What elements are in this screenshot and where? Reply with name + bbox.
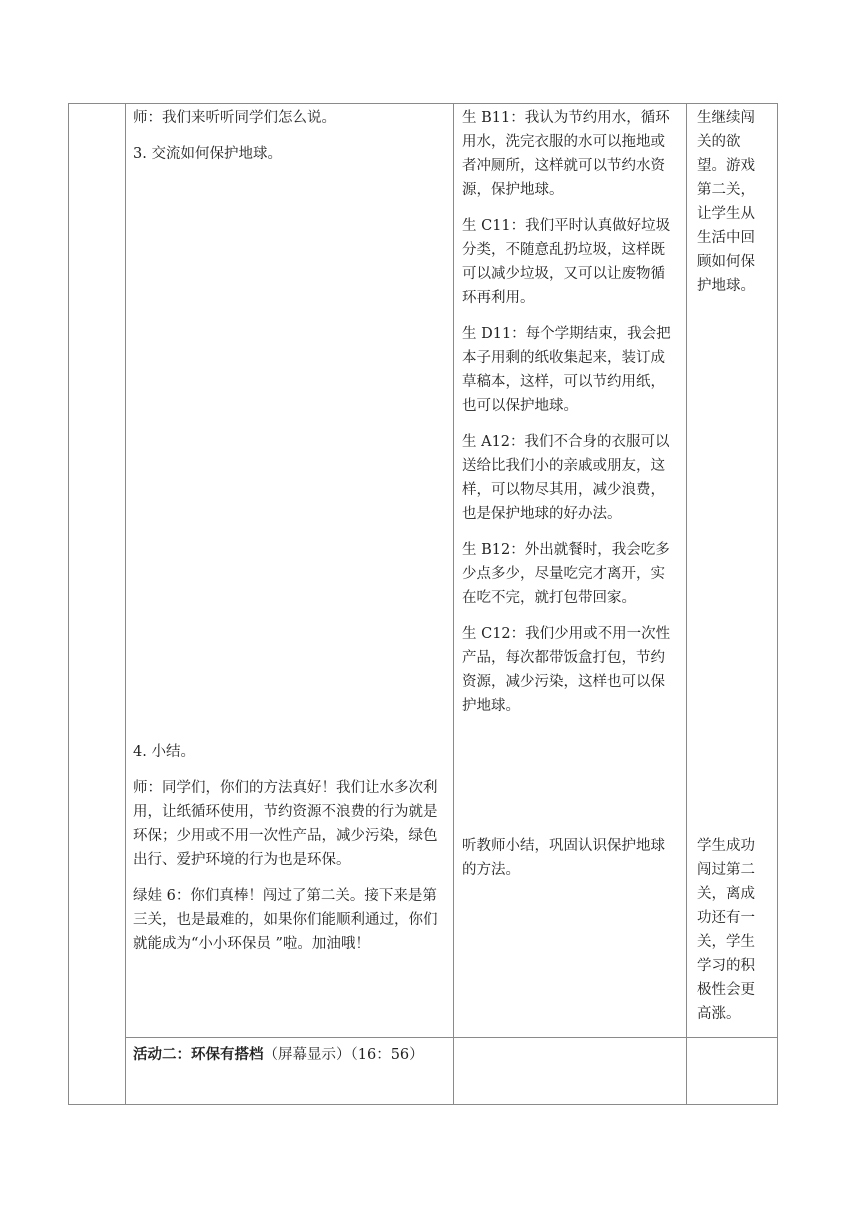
column-divider (125, 104, 126, 1104)
teacher-line: 3. 交流如何保护地球。 (133, 146, 282, 162)
student-answer: 生 B12：外出就餐时，我会吃多少点多少，尽量吃完才离开，实在吃不完，就打包带回家。 (462, 542, 670, 606)
teacher-line: 师：同学们，你们的方法真好！我们让水多次利用，让纸循环使用，节约资源不浪费的行为就是环保；少用或不用一次性产品，减少污染，绿色出行、爱护环境的行为也是环保。 (133, 780, 438, 868)
student-summary-text: 听教师小结，巩固认识保护地球的方法。 (462, 838, 665, 878)
column-divider (686, 104, 687, 1104)
student-answer: 生 C12：我们少用或不用一次性产品，每次都带饭盒打包，节约资源，减少污染，这样也可以保护地球。 (462, 626, 671, 714)
teacher-line: 4. 小结。 (133, 744, 195, 760)
design-intent-bottom (697, 834, 769, 1038)
column-divider (453, 104, 454, 1104)
student-answer: 生 D11：每个学期结束，我会把本子用剩的纸收集起来，装订成草稿本，这样，可以节约用纸，也可以保护地球。 (462, 326, 671, 414)
teacher-line: 绿娃 6：你们真棒！闯过了第二关。接下来是第三关，也是最难的，如果你们能顺利通过，你们就能成为“小小环保员 ”啦。加油哦！ (133, 888, 438, 952)
design-intent-text: 生继续闯关的欲望。游戏第二关，让学生从生活中回顾如何保护地球。 (697, 110, 755, 294)
student-summary (462, 834, 676, 894)
row-divider (125, 1037, 777, 1038)
student-answer: 生 B11：我认为节约用水，循环用水，洗完衣服的水可以拖地或者冲厕所，这样就可以节约水资源，保护地球。 (462, 110, 670, 198)
student-activity (462, 106, 676, 730)
teacher-line: 师：我们来听听同学们怎么说。 (133, 110, 336, 126)
teacher-activity-top (133, 106, 449, 178)
design-intent-text: 学生成功闯过第二关，离成功还有一关，学生学习的积极性会更高涨。 (697, 838, 755, 1022)
student-answer: 生 C11：我们平时认真做好垃圾分类，不随意乱扔垃圾，这样既可以减少垃圾，又可以让废物循环再利用。 (462, 218, 671, 306)
activity-title-main: 活动二：环保有搭档 (133, 1046, 264, 1063)
teacher-activity-bottom (133, 740, 449, 968)
activity-title-note: （屏幕显示）（16：56） (263, 1047, 424, 1063)
lesson-plan-table (68, 103, 778, 1105)
design-intent-top (697, 106, 769, 310)
student-answer: 生 A12：我们不合身的衣服可以送给比我们小的亲戚或朋友，这样，可以物尽其用，减少浪费，也是保护地球的好办法。 (462, 434, 670, 522)
activity-title (133, 1043, 449, 1067)
